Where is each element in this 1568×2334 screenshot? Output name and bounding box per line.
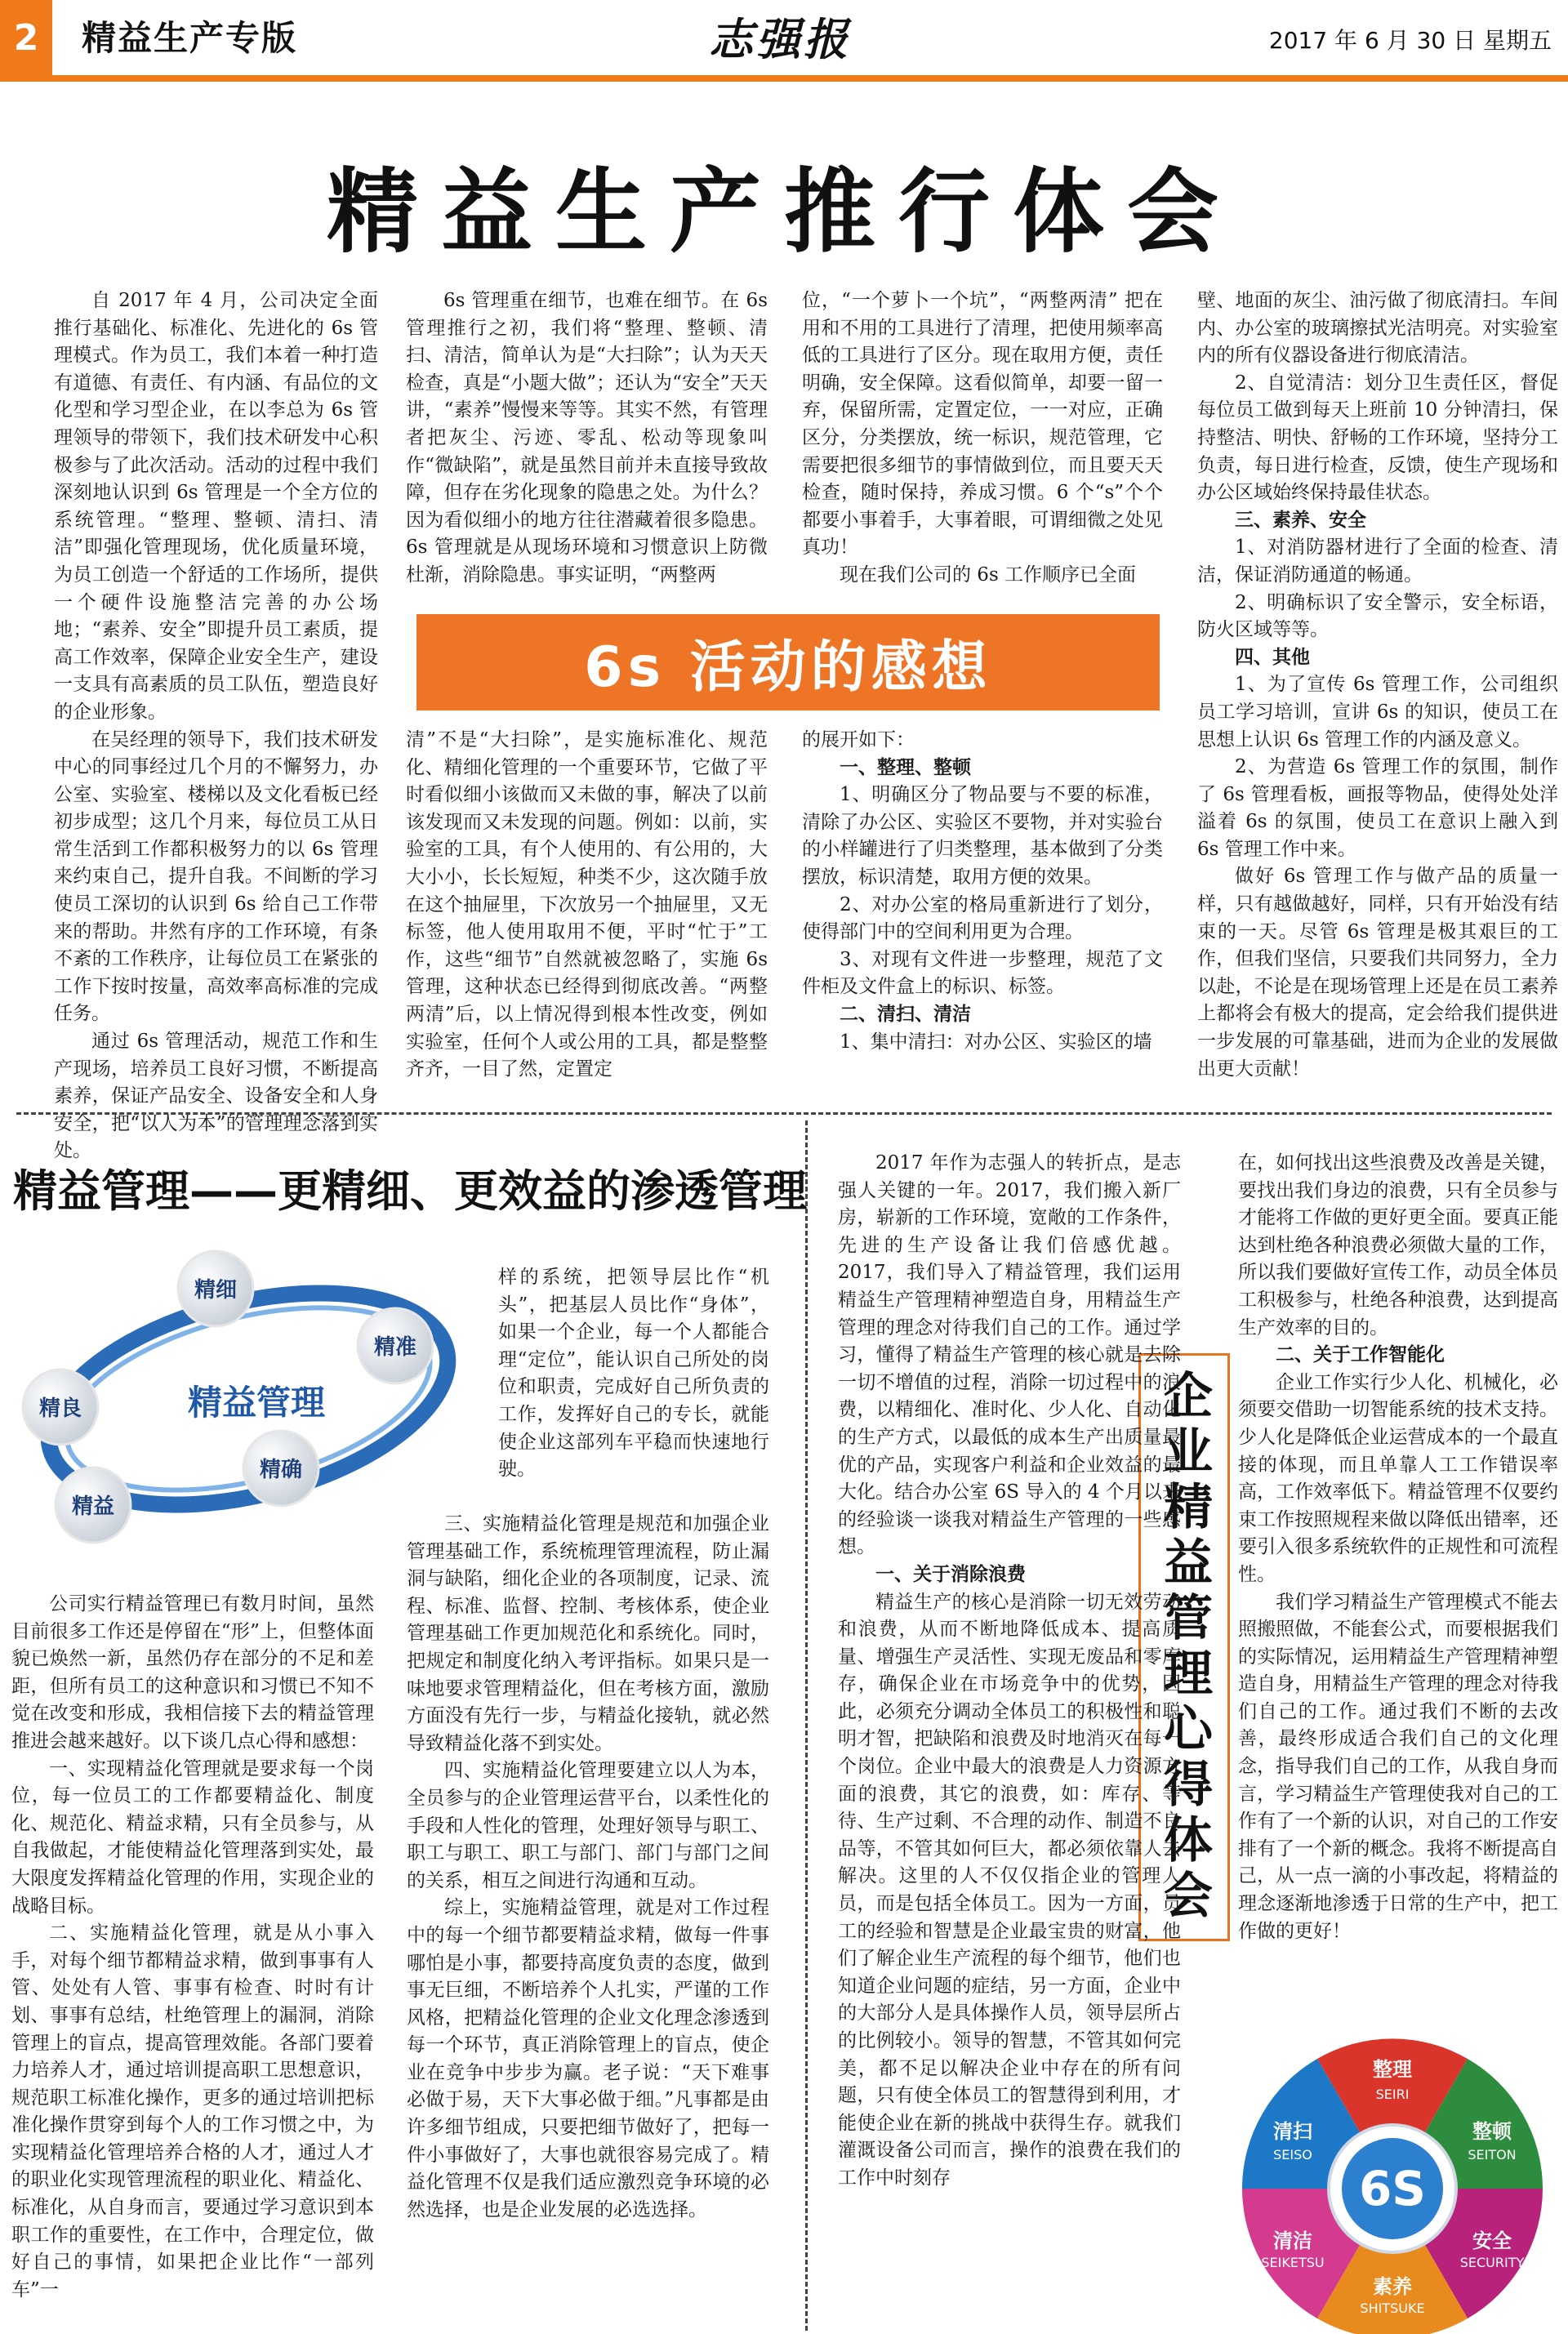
paragraph: 1、明确区分了物品要与不要的标准，清除了办公区、实验区不要物，并对实验台的小样罐进行了归类整理，基本做到了分类摆放，标识清楚，取用方便的效果。 [802,784,1163,888]
subheading: 二、清扫、清洁 [840,1003,971,1025]
wheel-center-label: 6S [1358,2161,1427,2216]
paragraph: 的展开如下： [802,729,915,751]
article1-column-2-top [406,287,768,588]
paragraph: 样的系统，把领导层比作“机头”，把基层人员比作“身体”，如果一个企业，每一个人都能合理“定位”，能认识自己所处的岗位和职责，完成好自己所负责的工作，发挥好自己的专长，就能使企业这部列车平稳而快速地行驶。 [498,1267,769,1481]
six-s-wheel-graphic [1217,2017,1568,2331]
paragraph: 现在我们公司的 6s 工作顺序已全面 [840,563,1137,586]
segment-label-en: SEITON [1468,2147,1517,2163]
segment-label-cn: 整顿 [1472,2120,1512,2143]
segment-label-en: SHITSUKE [1360,2301,1425,2316]
segment-label-en: SEIKETSU [1261,2255,1325,2270]
node-label: 精确 [259,1458,303,1482]
paragraph: 二、实施精益化管理，就是从小事入手，对每个细节都精益求精，做到事事有人管、处处有人管、事事有检查、时时有计划、事事有总结，杜绝管理上的漏洞，消除管理上的盲点，提高管理效能。各部门要着力培养人才，通过培训提高职工思想意识，规范职工标准化操作，更多的通过培训把标准化操作贯穿到每个人的工作习惯之中，为实现精益化管理培养合格的人才，通过人才的职业化实现管理流程的职业化、精益化、标准化，从自身而言，要通过学习意识到本职工作的重要性，在工作中，合理定位，做好自己的事情，如果把企业比作“一部列车”一 [11,1922,374,2301]
paragraph: 2、自觉清洁：划分卫生责任区，督促每位员工做到每天上班前 10 分钟清扫，保持整洁、明快、舒畅的工作环境，坚持分工负责，每日进行检查，反馈，使生产现场和办公区域始终保持最佳状态。 [1197,372,1558,504]
six-s-wheel-diagram [1217,2017,1568,2331]
node-label: 精准 [373,1335,417,1360]
article2-column-b [407,1511,769,2331]
paragraph: 2、对办公室的格局重新进行了划分，使得部门中的空间利用更为合理。 [802,893,1163,943]
masthead [0,0,1568,75]
article3-column-b [1238,1150,1558,2007]
segment-label-en: SEISO [1273,2147,1312,2163]
article1-column-3-top [802,287,1163,604]
headline-main: 精益生产推行体会 [327,159,1241,265]
issue-date: 2017 年 6 月 30 日 星期五 [1268,27,1552,54]
paragraph: 精益生产的核心是消除一切无效劳动和浪费，从而不断地降低成本、提高质量、增强生产灵活性、实现无废品和零库存，确保企业在市场竞争中的优势，因此，必须充分调动全体员工的积极性和聪明才智，把缺陷和浪费及时地消灭在每一个岗位。企业中最大的浪费是人力资源方面的浪费，其它的浪费，如：库存、等待、生产过剩、不合理的动作、制造不良品等，不管其如何巨大，都必须依靠人去解决。这里的人不仅仅指企业的管理人员，而是包括全体员工。因为一方面，员工的经验和智慧是企业最宝贵的财富，他们了解企业生产流程的每个细节，他们也知道企业问题的症结，另一方面，企业中的大部分人是具体操作人员，领导层所占的比例较小。领导的智慧，不管其如何完美，都不足以解决企业中存在的所有问题，只有使全体员工的智慧得到利用，才能使企业在新的挑战中获得生存。就我们灌溉设备公司而言，操作的浪费在我们的工作中时刻存 [838,1591,1181,2189]
paragraph: 2、为营造 6s 管理工作的氛围，制作了 6s 管理看板，画报等物品，使得处处洋溢着 6s 的氛围，使员工在意识上融入到 6s 管理工作中来。 [1197,756,1558,860]
node-label: 精益 [71,1494,115,1519]
segment-label-en: SECURITY [1459,2255,1525,2270]
paragraph: 一、实现精益化管理就是要求每一个岗位，每一位员工的工作都要精益化、制度化、规范化、精益求精，只有全员参与，从自我做起，才能使精益化管理落到实处，最大限度发挥精益化管理的作用，实现企业的战略目标。 [11,1757,374,1917]
paragraph: 综上，实施精益管理，就是对工作过程中的每一个细节都要精益求精，做每一件事哪怕是小事，都要持高度负责的态度，做到事无巨细，不断培养个人扎实，严谨的工作风格，把精益化管理的企业文化理念渗透到每一个环节，真正消除管理上的盲点，使企业在竞争中步步为赢。老子说：“天下难事必做于易，天下大事必做于细。”凡事都是由许多细节组成，只要把细节做好了，把每一件小事做好了，大事也就很容易完成了。精益化管理不仅是我们适应激烈竞争环境的必然选择，也是企业发展的必选选择。 [407,1897,769,2220]
paragraph: 三、实施精益化管理是规范和加强企业管理基础工作，系统梳理管理流程，防止漏洞与缺陷，细化企业的各项制度，记录、流程、标准、监督、控制、考核体系，使企业管理基础工作更加规范化和系统化。同时，把规定和制度化纳入考评指标。如果只是一味地要求管理精益化，但在考核方面，激励方面没有先行一步，与精益化接轨，就必然导致精益化落不到实处。 [407,1513,769,1754]
page-number: 2 [0,0,52,75]
subheading: 四、其他 [1235,646,1310,668]
paragraph: 1、对消防器材进行了全面的检查、清洁，保证消防通道的畅通。 [1197,537,1558,586]
paragraph: 1、集中清扫：对办公区、实验区的墙 [840,1031,1152,1053]
paragraph: 通过 6s 管理活动，规范工作和生产现场，培养员工良好习惯，不断提高素养，保证产品安全、设备安全和人身安全，把“以人为本”的管理理念落到实处。 [54,1031,378,1162]
paragraph: 在吴经理的领导下，我们技术研发中心的同事经过几个月的不懈努力，办公室、实验室、楼梯以及文化看板已经初步成型；这几个月来，每位员工从日常生活到工作都积极努力的以 6s 管理来约束自己，提升自我。不间断的学习使员工深切的认识到 6s 给自己工作带来的帮助。井然有序的工作环境，有条不紊的工作秩序，让每位员工在紧张的工作下按时按量，高效率高标准的完成任务。 [54,728,378,1025]
paragraph: 3、对现有文件进一步整理，规范了文件柜及文件盒上的标识、标签。 [802,948,1163,998]
subheading: 三、素养、安全 [1235,509,1366,531]
node-label: 精良 [38,1396,82,1421]
section-title: 精益生产专版 [82,18,298,58]
headline-article2: 精益管理——更精细、更效益的渗透管理 [13,1165,807,1217]
segment-label-cn: 整理 [1373,2058,1412,2081]
segment-label-cn: 清洁 [1273,2229,1312,2252]
paragraph: 在，如何找出这些浪费及改善是关键，要找出我们身边的浪费，只有全员参与才能将工作做的更好更全面。要真正能达到杜绝各种浪费必须做大量的工作，所以我们要做好宣传工作，动员全体员工积极参与，杜绝各种浪费，达到提高生产效率的目的。 [1238,1152,1558,1338]
column-divider [805,1120,808,2331]
paper-logo: 志强报 [709,13,851,65]
paragraph: 位，“一个萝卜一个坑”，“两整两清” 把在用和不用的工具进行了清理，把使用频率高低的工具进行了区分。现在取用方便，责任明确，安全保障。这看似简单，却要一留一弃，保留所需，定置定位，一一对应，正确区分，分类摆放，统一标识，规范管理，它需要把很多细节的事情做到位，而且要天天检查，随时保持，养成习惯。6 个“s”个个都要小事着手，大事着眼，可谓细微之处见真功！ [802,290,1163,559]
paragraph: 我们学习精益生产管理模式不能去照搬照做，不能套公式，而要根据我们的实际情况，运用精益生产管理精神塑造自身，用精益生产管理的理念对待我们自己的工作。通过我们不断的去改善，最终形成适合我们自己的文化理念，指导我们自己的工作，从我自身而言，学习精益生产管理使我对自己的工作有了一个新的认识，对自己的工作安排有了一个新的概念。我将不断提高自己，从一点一滴的小事改起，将精益的理念逐渐地渗透于日常的生产中，把工作做的更好！ [1238,1591,1558,1942]
paragraph: 6s 管理重在细节，也难在细节。在 6s 管理推行之初，我们将“整理、整顿、清扫、清洁，简单认为是“大扫除”；认为天天检查，真是“小题大做”；还认为“安全”天天讲，“素养”慢慢来等等。其实不然，有管理者把灰尘、污迹、零乱、松动等现象叫作“微缺陷”，就是虽然目前并未直接导致故障，但存在劣化现象的隐患之处。为什么？因为看似细小的地方往往潜藏着很多隐患。6s 管理就是从现场环境和习惯意识上防微杜渐，消除隐患。事实证明，“两整两 [406,290,768,586]
section-divider [16,1112,1552,1115]
article2-column-figure-side [498,1264,769,1526]
paragraph: 做好 6s 管理工作与做产品的质量一样，只有越做越好，同样，只有开始没有结束的一天。尽管 6s 管理是极其艰巨的工作，但我们坚信，只要我们共同努力，全力以赴，不论是在现场管理上还是在员工素养上都将会有极大的提高，定会给我们提供进一步发展的可靠基础，进而为企业的发展做出更大贡献！ [1197,866,1558,1080]
lean-diagram-graphic [11,1248,485,1550]
subheading-banner: 6s 活动的感想 [416,614,1160,710]
subheading: 二、关于工作智能化 [1276,1344,1445,1366]
headline-article3: 企业精益管理心得体会 [1156,1370,1213,1925]
article1-column-4 [1197,287,1558,1107]
masthead-rule [0,75,1568,82]
article1-column-2-bottom [406,727,768,1086]
segment-label-en: SEIRI [1375,2087,1410,2102]
segment-label-cn: 安全 [1472,2229,1512,2252]
article1-column-3-bottom [802,727,1163,1086]
article3-column-a [838,1150,1181,2331]
paragraph: 1、为了宣传 6s 管理工作，公司组织员工学习培训，宣讲 6s 的知识，使员工在思想上认识 6s 管理工作的内涵及意义。 [1197,674,1558,751]
node-label: 精细 [194,1278,238,1303]
segment-label-cn: 清扫 [1273,2120,1312,2143]
paragraph: 清”不是“大扫除”，是实施标准化、规范化、精细化管理的一个重要环节，它做了平时看似细小该做而又未做的事，解决了以前该发现而又未发现的问题。例如：以前，实验室的工具，有个人使用的、有公用的，大大小小，长长短短，种类不少，这次随手放在这个抽屉里，下次放另一个抽屉里，又无标签，他人使用取用不便，平时“忙于”工作，这些“细节”自然就被忽略了，实施 6s 管理，这种状态已经得到彻底改善。“两整两清”后，以上情况得到根本性改变，例如实验室，任何个人或公用的工具，都是整整齐齐，一目了然，定置定 [406,729,768,1080]
paragraph: 2、明确标识了安全警示，安全标语，防火区域等等。 [1197,591,1558,641]
paragraph: 公司实行精益管理已有数月时间，虽然目前很多工作还是停留在“形”上，但整体面貌已焕然一新，虽然仍存在部分的不足和差距，但所有员工的这种意识和习惯已不知不觉在改变和形成，我相信接下去的精益管理推进会越来越好。以下谈几点心得和感想： [11,1593,374,1752]
paragraph: 四、实施精益化管理要建立以人为本，全员参与的企业管理运营平台，以柔性化的手段和人性化的管理，处理好领导与职工、职工与职工、职工与部门、部门与部门之间的关系，相互之间进行沟通和互动。 [407,1760,769,1891]
article2-column-a [11,1591,374,2331]
paragraph: 壁、地面的灰尘、油污做了彻底清扫。车间内、办公室的玻璃擦拭光洁明亮。对实验室内的所有仪器设备进行彻底清洁。 [1197,290,1558,367]
segment-label-cn: 素养 [1373,2275,1412,2298]
paragraph: 2017 年作为志强人的转折点，是志强人关键的一年。2017，我们搬入新厂房，崭新的工作环境，宽敞的工作条件，先进的生产设备让我们倍感优越。2017，我们导入了精益管理，我们运用精益生产管理精神塑造自身，用精益生产管理的理念对待我们自己的工作。通过学习，懂得了精益生产管理的核心就是去除一切不增值的过程，消除一切过程中的浪费，以精细化、准时化、少人化、自动化的生产方式，以最低的成本生产出质量最优的产品，实现客户利益和企业效益的最大化。结合办公室 6S 导入的 4 个月以来的经验谈一谈我对精益生产管理的一些感想。 [838,1152,1181,1558]
paragraph: 企业工作实行少人化、机械化，必须要交借助一切智能系统的技术支持。少人化是降低企业运营成本的一个最直接的体现，而且单靠人工工作错误率高，工作效率低下。精益管理不仅要约束工作按照规程来做以降低出错率，还要引入很多系统软件的正规性和可流程性。 [1238,1371,1558,1585]
article1-column-1 [54,287,378,1162]
lean-management-diagram [11,1248,485,1550]
paragraph: 自 2017 年 4 月，公司决定全面推行基础化、标准化、先进化的 6s 管理模式。作为员工，我们本着一种打造有道德、有责任、有内涵、有品位的文化型和学习型企业，在以李总为 6s 管理领导的带领下，我们技术研发中心积极参与了此次活动。活动的过程中我们深刻地认识到 6s 管理是一个全方位的系统管理。“整理、整顿、清扫、清洁”即强化管理现场，优化质量环境，为员工创造一个舒适的工作场所，提供一个硬件设施整洁完善的办公场地；“素养、安全”即提升员工素质，提高工作效率，保障企业安全生产，建设一支具有高素质的员工队伍，塑造良好的企业形象。 [54,290,378,723]
subheading: 一、关于消除浪费 [875,1563,1026,1585]
subheading: 一、整理、整顿 [840,756,971,778]
diagram-center-label: 精益管理 [187,1383,326,1423]
